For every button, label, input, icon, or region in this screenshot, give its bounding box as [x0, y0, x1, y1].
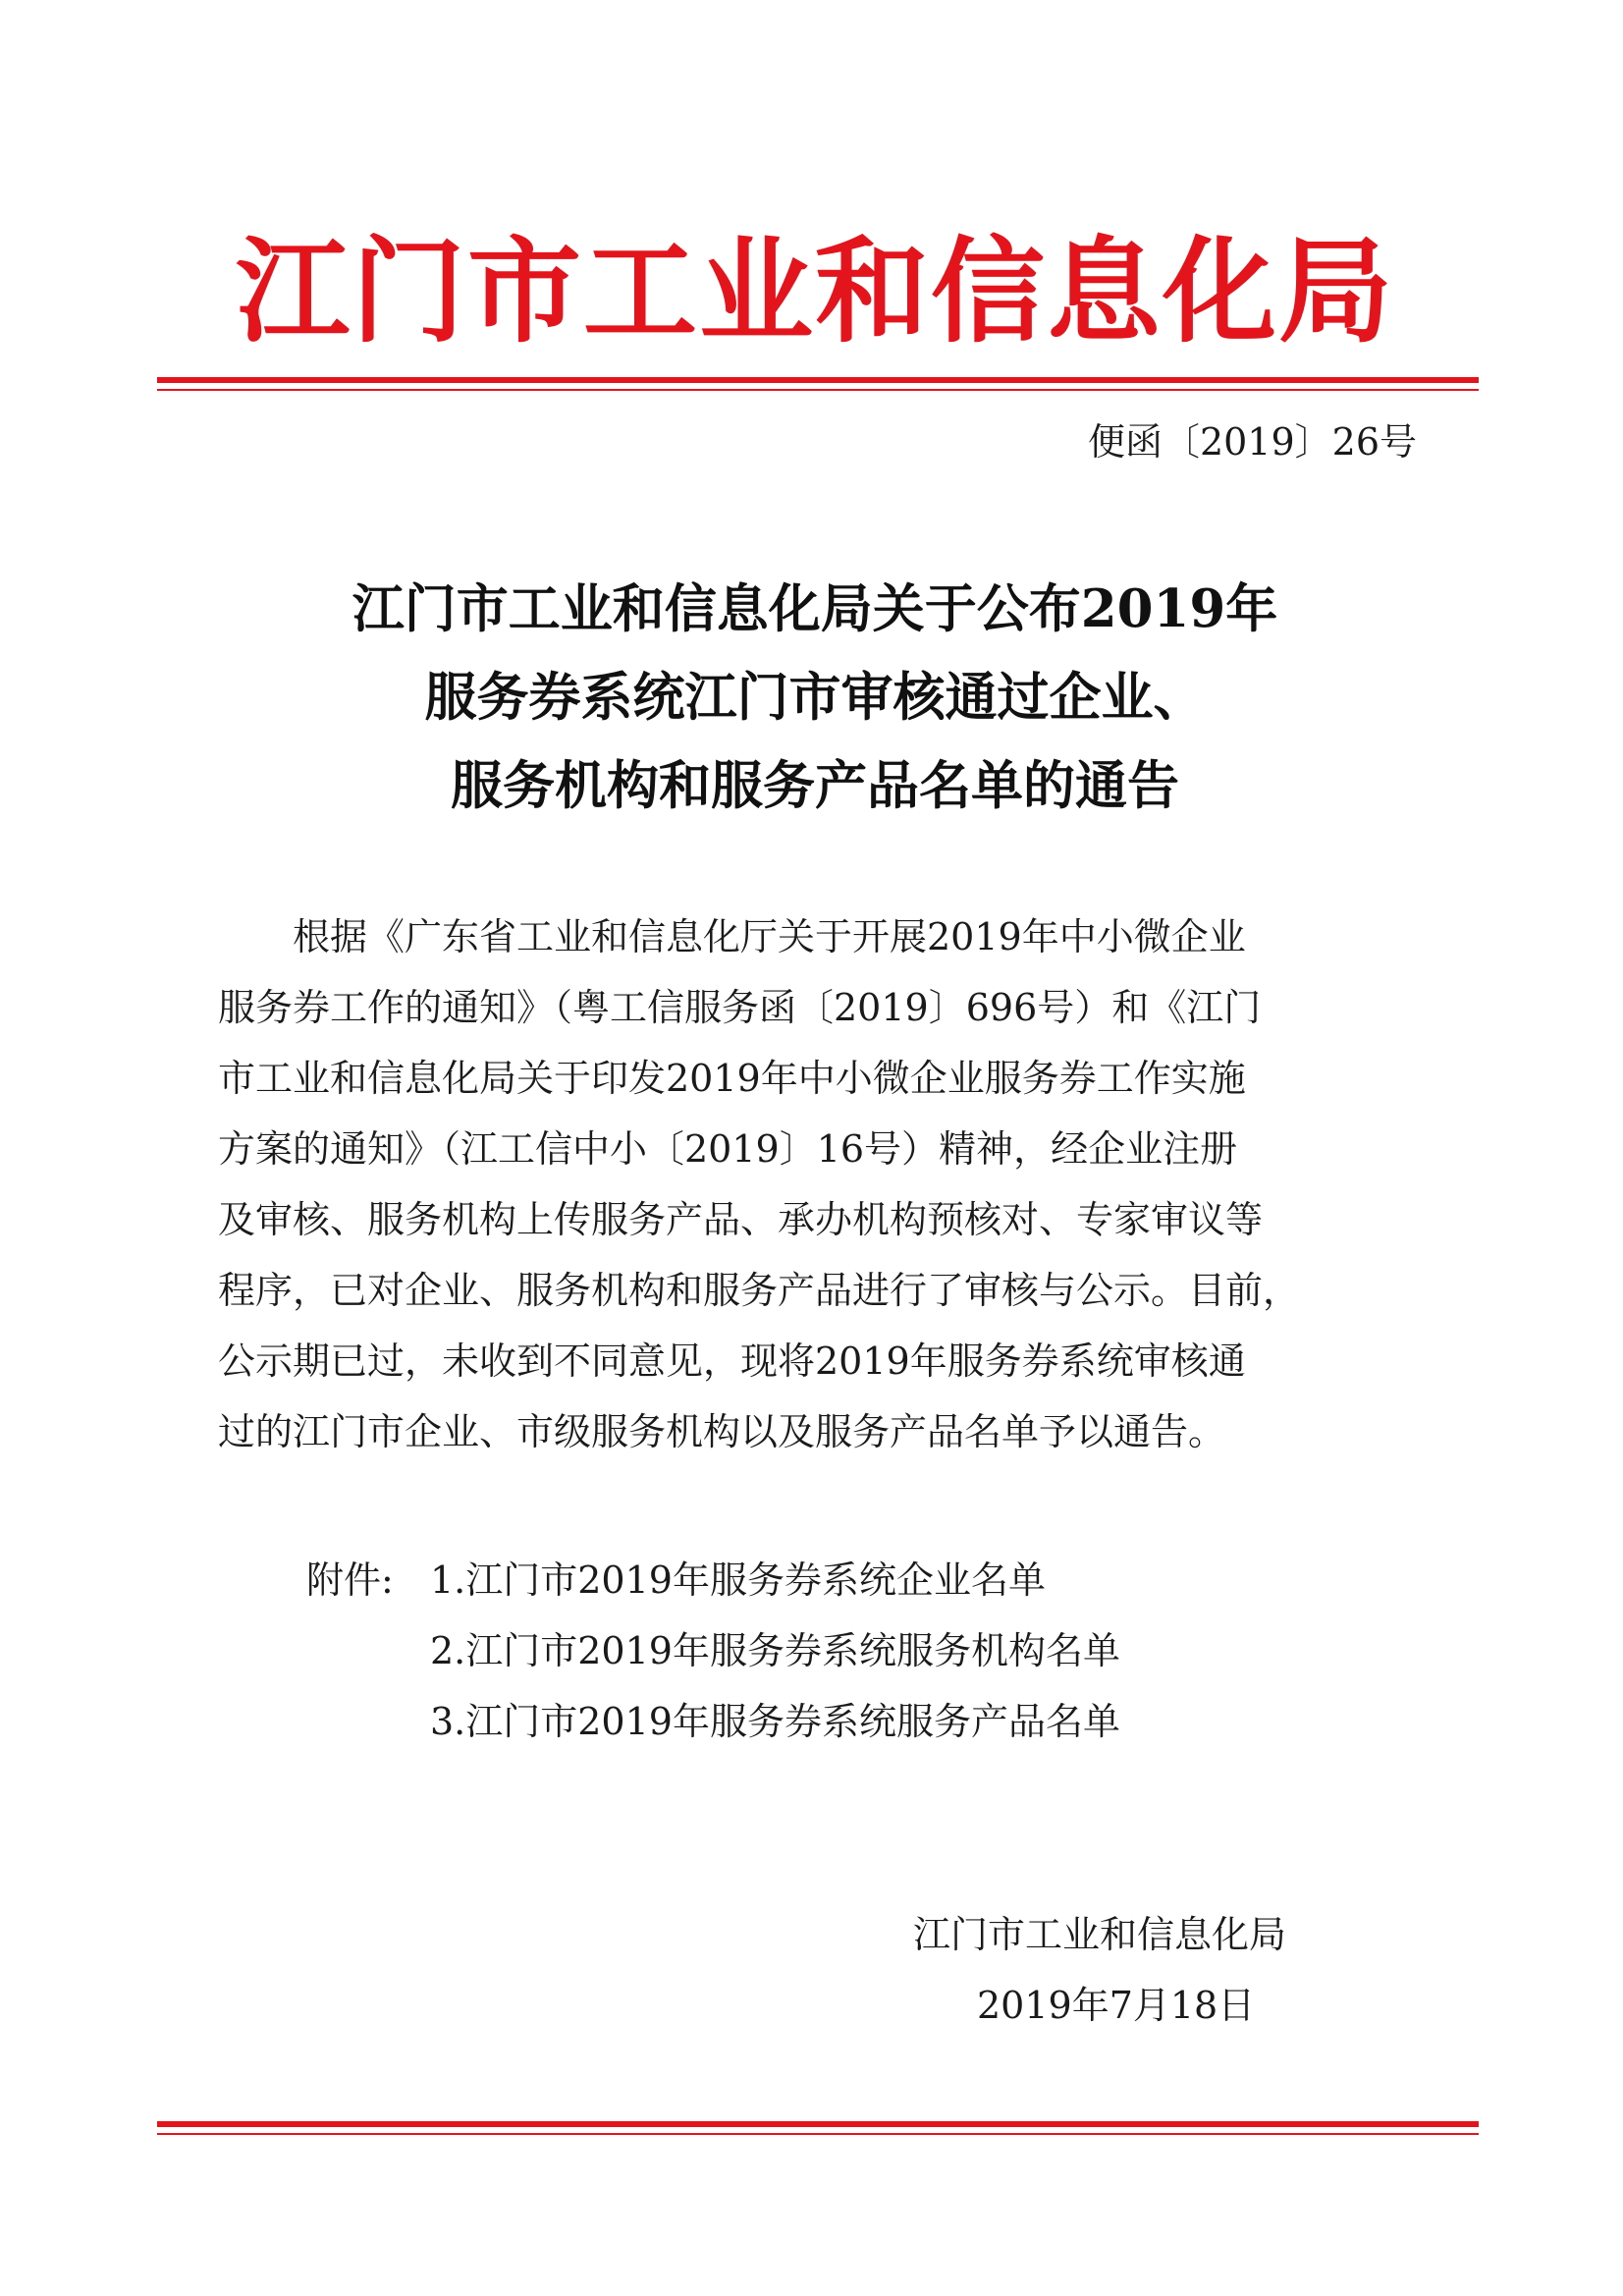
body-line: 根据《广东省工业和信息化厅关于开展2019年中小微企业	[293, 915, 1246, 958]
attachments-list	[430, 1545, 1120, 1757]
attachment-item: 1.江门市2019年服务券系统企业名单	[430, 1558, 1046, 1602]
title-line: 服务券系统江门市审核通过企业、	[424, 667, 1206, 728]
masthead-red-rule-thin	[157, 389, 1479, 391]
body-line: 过的江门市企业、市级服务机构以及服务产品名单予以通告。	[218, 1410, 1226, 1453]
attachments-label: 附件:	[306, 1558, 394, 1602]
body-line: 公示期已过，未收到不同意见，现将2019年服务券系统审核通	[218, 1339, 1246, 1383]
document-number: 便函〔2019〕26号	[1087, 420, 1417, 464]
body-line: 及审核、服务机构上传服务产品、承办机构预核对、专家审议等	[218, 1198, 1264, 1241]
attachment-item: 2.江门市2019年服务券系统服务机构名单	[430, 1629, 1120, 1672]
body-line: 市工业和信息化局关于印发2019年中小微企业服务券工作实施	[218, 1057, 1246, 1100]
title-line: 服务机构和服务产品名单的通告	[451, 755, 1179, 816]
masthead-red-rule-thick	[157, 377, 1479, 383]
masthead-title: 江门市工业和信息化局	[236, 225, 1394, 358]
body-line: 程序，已对企业、服务机构和服务产品进行了审核与公示。目前，	[218, 1269, 1301, 1312]
body-line: 服务券工作的通知》（粤工信服务函〔2019〕696号）和《江门	[218, 986, 1262, 1029]
footer-red-rule-thin	[157, 2133, 1479, 2135]
issuer-signature: 江门市工业和信息化局	[913, 1913, 1287, 1956]
document-title	[157, 565, 1473, 830]
title-line: 江门市工业和信息化局关于公布2019年	[352, 578, 1278, 639]
body-line: 方案的通知》（江工信中小〔2019〕16号）精神，经企业注册	[218, 1127, 1238, 1171]
attachment-item: 3.江门市2019年服务券系统服务产品名单	[430, 1700, 1120, 1743]
footer-red-rule-thick	[157, 2121, 1479, 2127]
issue-date: 2019年7月18日	[977, 1984, 1256, 2027]
body-paragraph	[218, 902, 1430, 1467]
